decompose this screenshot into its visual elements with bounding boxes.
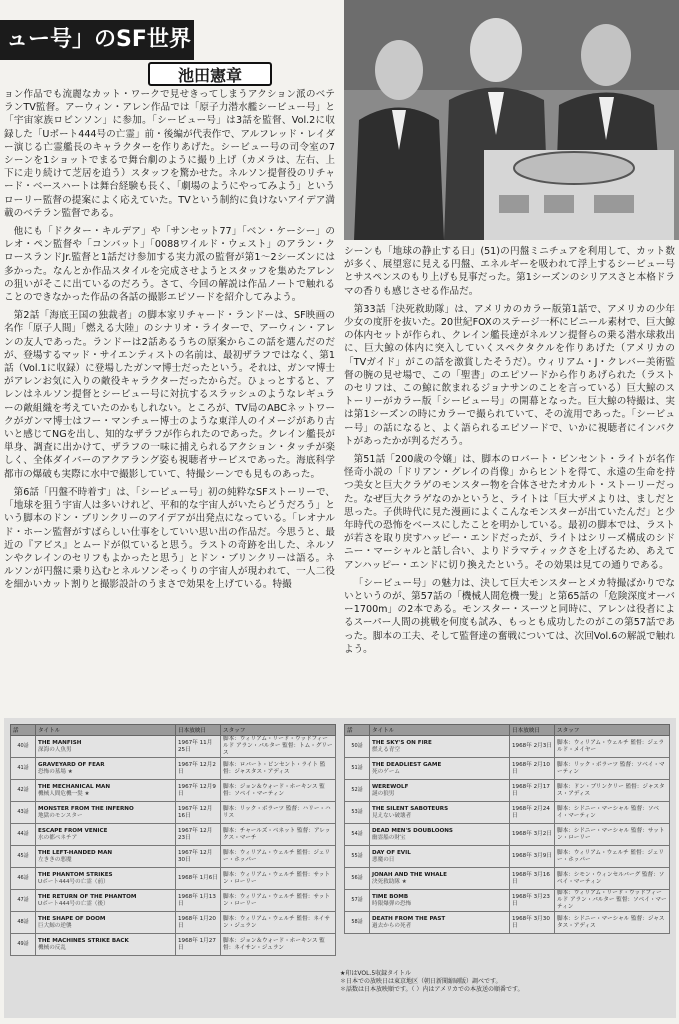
table-row xyxy=(345,802,670,824)
episode-title xyxy=(36,890,176,912)
staff-credits: 脚本：リック・ボラーツ 監督：ハリー・ハリス xyxy=(221,802,336,824)
col-header-title: タイトル xyxy=(370,725,510,736)
episode-title-en: THE SHAPE OF DOOM xyxy=(38,915,106,922)
air-date: 1968年 1月6日 xyxy=(176,868,221,890)
episode-title-jp: 時限爆弾の恐怖 xyxy=(372,900,412,907)
air-date: 1968年 2月10日 xyxy=(510,758,555,780)
cast-photo xyxy=(344,0,679,240)
episode-number: 47話 xyxy=(11,890,36,912)
staff-credits: 脚本：ウィリアム・ウェルチ 監督：ジェラルド・メイヤー xyxy=(555,736,670,758)
author-name: 池田憲章 xyxy=(148,62,272,86)
staff-credits: 脚本：シドニー・マーシャル 監督：ソベイ・マーティン xyxy=(555,802,670,824)
episode-title xyxy=(36,802,176,824)
air-date: 1968年 2月3日 xyxy=(510,736,555,758)
episode-title xyxy=(36,736,176,758)
air-date: 1968年 3月9日 xyxy=(510,846,555,868)
staff-credits: 脚本：リック・ボラーツ 監督：ソベイ・マーティン xyxy=(555,758,670,780)
article-paragraph: 第33話「決死救助隊」は、アメリカのカラー版第1話で、アメリカの少年少女の度肝を抜いた。20世紀FOXのステージ一杯にビニール素材で、巨大鯨の体内セットが作られ、クレイン艦長達がネルソン提督らの乗る潜水球救出に、巨大鯨の体内に突入していくスペクタクルを作りあげた（アメリカの「TVガイド」がこの話を激賞したそうだ）。ウィリアム・J・クレバー美術監督の腕の見せ場で、この「聖書」のエピソードから作りあげられた（ラストのセリフは、この鯨に飲まれるジョナサンのことを言っている）巨大鯨のストーリーがカラー版「シービュー号」の開幕となった。巨大鯨の特撮は、実は第1シーズンの時にカラーで撮られていて、その流用であった。「シービュー号」の話になると、よく語られるエピソードで、いかに視聴者にインパクトがあったかが判るだろう。 xyxy=(344,303,675,447)
staff-credits: 脚本：シドニー・マーシャル 監督：ジャスタス・アディス xyxy=(555,912,670,934)
episode-title xyxy=(36,780,176,802)
episode-number: 52話 xyxy=(345,780,370,802)
episode-title-en: THE LEFT-HANDED MAN xyxy=(38,849,113,856)
episode-title-en: THE RETURN OF THE PHANTOM xyxy=(38,893,137,900)
episode-title-en: THE PHANTOM STRIKES xyxy=(38,871,113,878)
episode-number: 55話 xyxy=(345,846,370,868)
episode-title xyxy=(36,934,176,956)
article-paragraph: 他にも「ドクター・キルデア」や「サンセット77」「ベン・ケーシー」のレオ・ペン監督や「コンバット」「0088ワイルド・ウェスト」のアラン・クロースランドJr.監督と1話だけ参加する実力派の監督が第1〜2シーズンには多かった。なんとか作品スタイルを完成させようとスタッフを集めたアレンの狙いがそこに出ているのだろう。さて、今回の解説は作品ノートで触れることのできなかった作品の各話の撮影エピソードを紹介してみよう。 xyxy=(4,226,335,304)
article-paragraph: 第6話「円盤不時着す」は、「シービュー号」初の純粋なSFストーリーで、「地球を狙う宇宙人は多いけれど、平和的な宇宙人がいたらどうだろう」という脚本のドン・ブリンクリーのアイデアが出発点になっている。「レオナルド・ホーン監督がすばらしい仕事をしていい思い出の作品だ。今思うと、最近の『アビス』とムードが似ていると思う。ラストの奇跡を出した、ネルソンやクレインのセリフもよかったと思う」とドン・ブリンクリーは語る。ネルソンが円盤に乗り込むとネルソンそっくりの宇宙人が現われて、一人二役を細かいカット割りと撮影設計のうまさで効果を上げている。特撮 xyxy=(4,486,335,591)
table-row xyxy=(11,934,336,956)
col-header-title: タイトル xyxy=(36,725,176,736)
article-right-column xyxy=(344,245,675,715)
episode-title xyxy=(36,912,176,934)
episode-number: 40話 xyxy=(11,736,36,758)
table-row xyxy=(11,890,336,912)
episode-title-jp: 水の都ベネチア xyxy=(38,834,78,841)
episode-title-jp: 左ききの悪魔 xyxy=(38,856,72,863)
episode-title-jp: 恐怖の墓場 ★ xyxy=(38,768,73,775)
table-row xyxy=(345,758,670,780)
table-row xyxy=(345,846,670,868)
air-date: 1967年 12月9日 xyxy=(176,780,221,802)
air-date: 1967年 11月25日 xyxy=(176,736,221,758)
episode-title-jp: Uボート444号の亡霊（後） xyxy=(38,900,109,907)
episode-guide xyxy=(4,718,676,1018)
episode-title-en: WEREWOLF xyxy=(372,783,409,790)
air-date: 1967年 12月2日 xyxy=(176,758,221,780)
article-paragraph: 第2話「海底王国の独裁者」の脚本家リチャード・ランドーは、SF映画の名作「原子人間」「燃える大陸」のシナリオ・ライターで、アーウィン・アレンの友人であった。ランドーは2話あるうちの原案からこの話を選んだのだが、登場するマッド・サイエンティストの名前は、最初ザラフではなく、第1話（Vol.1に収録）に登場したガンマ博士だったという。それは、ガンマ博士がアレンお気に入りの敵役キャラクターだったからだ。ひょっとすると、アレンはネルソン提督とシービュー号に対抗するスラッシュのようなレギュラーの敵組織を考えていたのかもしれない。ところが、TV局のABCネットワークがガンマ博士はフー・マンチュー博士のような東洋人のイメージがあり古いと感じてNGを出し、知的なザラフが作られたのであった。クレイン艦長が単身、調査に出かけて、ザラフの一味に捕えられるアクション・タッチが楽しく、全体ダイバーのアクアラング姿も視聴者サービスであった。海底科学都市の爆破も実際に水中で撮影していて、特撮シーンでも見ものあった。 xyxy=(4,310,335,480)
episode-title-jp: 見えない破壊者 xyxy=(372,812,412,819)
air-date: 1968年 1月13日 xyxy=(176,890,221,912)
episode-title-jp: 燃える青空 xyxy=(372,746,400,753)
episode-number: 44話 xyxy=(11,824,36,846)
episode-number: 41話 xyxy=(11,758,36,780)
article-paragraph: 「シービュー号」の魅力は、決して巨大モンスターとメカ特撮ばかりでないというのが、第57話の「機械人間危機一髪」と第65話の「危険深度オーバー1700m」の2本である。モンスター・スーツと同時に、アレンは役者によるスーパー人間の挑戦を何度も試み、もっとも成功したのがこの第57話であった。脚本の工夫、そして監督達の奮戦については、次回Vol.6の解説で触れよう。 xyxy=(344,577,675,655)
episode-title-jp: 巨大鯨の逆襲 xyxy=(38,922,72,929)
col-header-staff: スタッフ xyxy=(221,725,336,736)
episode-number: 43話 xyxy=(11,802,36,824)
staff-credits: 脚本：ドン・ブリンクリー 監督：ジャスタス・アディス xyxy=(555,780,670,802)
episode-title-jp: 過去からの死者 xyxy=(372,922,412,929)
staff-credits: 脚本：シドニー・マーシャル 監督：サットン・ローリー xyxy=(555,824,670,846)
table-row xyxy=(11,780,336,802)
staff-credits: 脚本：ウィリアム・ウェルチ 監督：サットン・ローリー xyxy=(221,890,336,912)
article-paragraph: 第51話「200歳の令嬢」は、脚本のロバート・ビンセント・ライトが名作怪奇小説の「ドリアン・グレイの肖像」からヒントを得て、永遠の生命を持つ美女と巨大クラゲのモンスター物を合体させたオカルト・ストーリーだった。なぜ巨大クラゲなのかというと、ライトは「巨大ザメよりは、ましだと思った。子供時代に見た漫画によくこんなモンスターが出ていたんだ」と少年時代の恐怖をベースにしたことを明かしている。最初の脚本では、ラストが若さを取り戻すハッピー・エンドだったが、ライトはシリーズ構成のシドニー・マーシャルと話し合い、よりドラマティックさを上げるため、あえてアンハッピー・エンドに切り換えたという。その効果は見ての通りである。 xyxy=(344,454,675,571)
table-note: ＊話数は日本放映順です。（ ）内はアメリカでの本放送の順番です。 xyxy=(340,986,524,993)
episode-title-en: MONSTER FROM THE INFERNO xyxy=(38,805,134,812)
cast-photo-illustration xyxy=(344,0,679,240)
episode-title-jp: Uボート444号の亡霊（前） xyxy=(38,878,109,885)
staff-credits: 脚本：ウィリアム・ウェルチ 監督：サットン・ローリー xyxy=(221,868,336,890)
table-row xyxy=(11,868,336,890)
table-row xyxy=(345,736,670,758)
table-row xyxy=(345,890,670,912)
episode-title-en: DEAD MEN'S DOUBLOONS xyxy=(372,827,453,834)
air-date: 1968年 1月27日 xyxy=(176,934,221,956)
episode-number: 48話 xyxy=(11,912,36,934)
episode-title xyxy=(370,868,510,890)
episode-title-jp: 機械の反乱 xyxy=(38,944,66,951)
episode-title-en: GRAVEYARD OF FEAR xyxy=(38,761,105,768)
article-paragraph: シーンも「地球の静止する日」(51)の円盤ミニチュアを利用して、カット数が多く、展望窓に見える円盤、エネルギーを吸われて浮上するシービュー号とサスペンスのもり上げも見事だった。第1シーズンのシリアスさと本格ドラマの香りも感じさせる作品だ。 xyxy=(344,246,675,297)
episode-title xyxy=(370,802,510,824)
episode-number: 45話 xyxy=(11,846,36,868)
episode-title xyxy=(36,846,176,868)
staff-credits: 脚本：ウィリアム・リード・ウッドフィールド アラン・バルター 監督：トム・グリース xyxy=(221,736,336,758)
article-paragraph: ョン作品でも流麗なカット・ワークで見せきってしまうアクション派のベテランTV監督。アーウィン・アレン作品では「原子力潜水艦シービュー号」と「宇宙家族ロビンソン」に参加。「シービュー号」は3話を監督、Vol.2に収録した「Uボート444号の亡霊」前・後編が代表作で、アルフレッド・レイダー演じる亡霊艦長のキャラクターを作りあげた。シービュー号の司令室の7シーンを1ショットでまるで舞台劇のように撮り上げ（カメラは、左右、上下に走り続けて芝居を追う）スタッフを驚かせた。ネルソン提督役のリチャード・ベースハートは舞台経験も長く、「劇場のようにやってみよう」というローリー監督の提案によく応えていた。TVという制約に負けないアイデア満載のベテラン監督である。 xyxy=(4,89,335,219)
episode-title-jp: 死のゲーム xyxy=(372,768,400,775)
episode-title-en: JONAH AND THE WHALE xyxy=(372,871,447,878)
staff-credits: 脚本：ウィリアム・ウェルチ 監督：ネイサン・ジュラン xyxy=(221,912,336,934)
episode-number: 54話 xyxy=(345,824,370,846)
episode-title-jp: 悪魔の日 xyxy=(372,856,395,863)
episode-title xyxy=(370,758,510,780)
episode-number: 56話 xyxy=(345,868,370,890)
col-header-ep: 話 xyxy=(345,725,370,736)
staff-credits: 脚本：ウィリアム・リード・ウッドフィールド アラン・バルター 監督：ソベイ・マーティン xyxy=(555,890,670,912)
col-header-ep: 話 xyxy=(11,725,36,736)
episode-number: 46話 xyxy=(11,868,36,890)
col-header-staff: スタッフ xyxy=(555,725,670,736)
episode-number: 42話 xyxy=(11,780,36,802)
air-date: 1968年 3月2日 xyxy=(510,824,555,846)
air-date: 1968年 3月16日 xyxy=(510,868,555,890)
table-note: ＊日本での放映日は東京地区（朝日新聞縮刷版）調べです。 xyxy=(340,978,502,985)
episode-title-jp: 深海の人魚男 xyxy=(38,746,72,753)
table-row xyxy=(11,846,336,868)
table-row xyxy=(11,824,336,846)
article-left-column xyxy=(4,88,335,720)
episode-title xyxy=(370,890,510,912)
staff-credits: 脚本：シモン・ウィンセルバーグ 監督：ソベイ・マーティン xyxy=(555,868,670,890)
episode-number: 49話 xyxy=(11,934,36,956)
staff-credits: 脚本：ロバート・ビンセント・ライト 監督：ジャスタス・アディス xyxy=(221,758,336,780)
table-row xyxy=(11,802,336,824)
episode-number: 53話 xyxy=(345,802,370,824)
episode-title-en: DEATH FROM THE PAST xyxy=(372,915,446,922)
table-row xyxy=(11,736,336,758)
episode-title-en: THE MANFISH xyxy=(38,739,82,746)
article-title-banner: ュー号」のSF世界 xyxy=(0,20,194,60)
episode-title-jp: 機械人間危機一髪 ★ xyxy=(38,790,90,797)
episode-title-en: THE MACHINES STRIKE BACK xyxy=(38,937,129,944)
episode-title-jp: 地獄のモンスター xyxy=(38,812,83,819)
air-date: 1968年 2月17日 xyxy=(510,780,555,802)
episode-title xyxy=(370,824,510,846)
episode-title xyxy=(36,758,176,780)
table-notes xyxy=(340,970,670,994)
staff-credits: 脚本：ジョン＆ウォード・ホーキンス 監督：ネイサン・ジュラン xyxy=(221,934,336,956)
episode-title xyxy=(370,736,510,758)
table-row xyxy=(345,868,670,890)
episode-table-right xyxy=(344,724,670,934)
col-header-date: 日本放映日 xyxy=(176,725,221,736)
episode-title xyxy=(36,868,176,890)
air-date: 1968年 2月24日 xyxy=(510,802,555,824)
air-date: 1967年 12月23日 xyxy=(176,824,221,846)
table-row xyxy=(11,912,336,934)
episode-title-en: DAY OF EVIL xyxy=(372,849,411,856)
table-row xyxy=(345,824,670,846)
staff-credits: 脚本：チャールズ・ベネット 監督：アレックス・マーチ xyxy=(221,824,336,846)
episode-table-left xyxy=(10,724,336,956)
air-date: 1967年 12月30日 xyxy=(176,846,221,868)
table-note: ★印はVOL.5収録タイトル xyxy=(340,970,412,977)
table-row xyxy=(345,912,670,934)
table-header-row xyxy=(345,725,670,736)
col-header-date: 日本放映日 xyxy=(510,725,555,736)
air-date: 1968年 1月20日 xyxy=(176,912,221,934)
episode-title-jp: 謎の狼男 xyxy=(372,790,395,797)
episode-title-en: THE DEADLIEST GAME xyxy=(372,761,442,768)
episode-title xyxy=(370,780,510,802)
episode-title xyxy=(370,846,510,868)
air-date: 1968年 3月23日 xyxy=(510,890,555,912)
table-header-row xyxy=(11,725,336,736)
episode-title xyxy=(370,912,510,934)
episode-title-en: THE SKY'S ON FIRE xyxy=(372,739,432,746)
episode-title-en: THE MECHANICAL MAN xyxy=(38,783,111,790)
episode-number: 58話 xyxy=(345,912,370,934)
episode-number: 50話 xyxy=(345,736,370,758)
episode-title-jp: 幽霊船の財宝 xyxy=(372,834,406,841)
episode-title-en: ESCAPE FROM VENICE xyxy=(38,827,108,834)
table-row xyxy=(345,780,670,802)
episode-number: 57話 xyxy=(345,890,370,912)
air-date: 1967年 12月16日 xyxy=(176,802,221,824)
episode-title xyxy=(36,824,176,846)
staff-credits: 脚本：ウィリアム・ウェルチ 監督：ジェリー・ホッパー xyxy=(555,846,670,868)
episode-title-jp: 決死救助隊 ★ xyxy=(372,878,407,885)
staff-credits: 脚本：ウィリアム・ウェルチ 監督：ジェリー・ホッパー xyxy=(221,846,336,868)
episode-title-en: THE SILENT SABOTEURS xyxy=(372,805,449,812)
table-row xyxy=(11,758,336,780)
air-date: 1968年 3月30日 xyxy=(510,912,555,934)
episode-title-en: TIME BOMB xyxy=(372,893,409,900)
staff-credits: 脚本：ジョン＆ウォード・ホーキンス 監督：ソベイ・マーティン xyxy=(221,780,336,802)
episode-number: 51話 xyxy=(345,758,370,780)
